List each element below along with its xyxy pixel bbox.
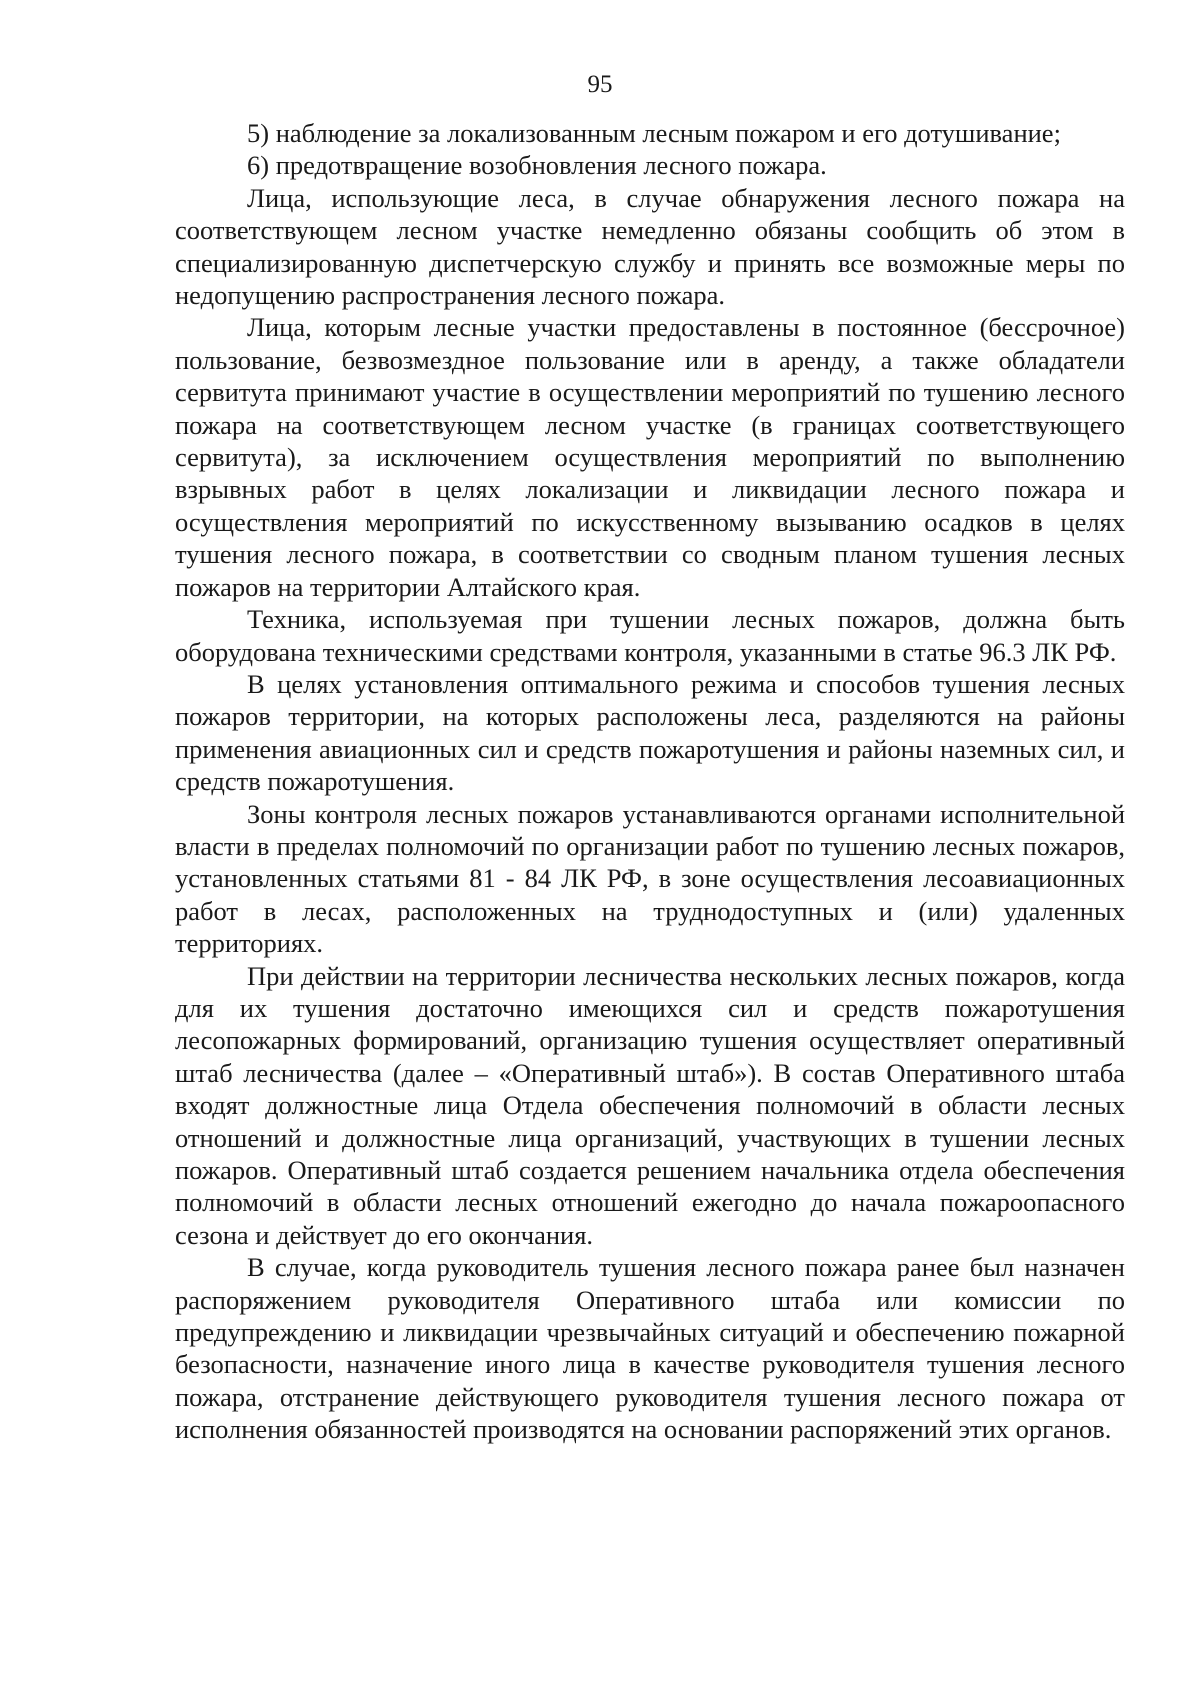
paragraph-operational-headquarters: При действии на территории лесничества нескольких лесных пожаров, когда для их тушения достаточно имеющихся сил и средств пожаротушения лесопожарных формирований, организацию тушения осуществляет оперативный штаб лесничества (далее – «Оперативный штаб»). В состав Оперативного штаба входят должностные лица Отдела обеспечения полномочий в области лесных отношений и должностные лица организаций, участвующих в тушении лесных пожаров. Оперативный штаб создается решением начальника отдела обеспечения полномочий в области лесных отношений ежегодно до начала пожароопасного сезона и действует до его окончания. [175,960,1125,1250]
paragraph-item-6: 6) предотвращение возобновления лесного пожара. [247,150,827,181]
paragraph-fire-manager-appointment: В случае, когда руководитель тушения лесного пожара ранее был назначен распоряжением руководителя Оперативного штаба или комиссии по предупреждению и ликвидации чрезвычайных ситуаций и обеспечению пожарной безопасности, назначение иного лица в качестве руководителя тушения лесного пожара, отстранение действующего руководителя тушения лесного пожара от исполнения обязанностей производятся на основании распоряжений этих органов. [175,1252,1125,1445]
paragraph-leaseholders-participation: Лица, которым лесные участки предоставлены в постоянное (бессрочное) пользование, безвозмездное пользование или в аренду, а также обладатели сервитута принимают участие в осуществлении мероприятий по тушению лесного пожара на соответствующем лесном участке (в границах соответствующего сервитута), за исключением осуществления мероприятий по выполнению взрывных работ в целях локализации и ликвидации лесного пожара и осуществления мероприятий по искусственному вызыванию осадков в целях тушения лесного пожара, в соответствии со сводным планом тушения лесных пожаров на территории Алтайского края. [175,312,1125,602]
page-number: 95 [587,71,613,98]
paragraph-forest-users-duty: Лица, использующие леса, в случае обнаружения лесного пожара на соответствующем лесном участке немедленно обязаны сообщить об этом в специализированную диспетчерскую службу и принять все возможные меры по недопущению распространения лесного пожара. [175,182,1125,311]
paragraph-fire-regions: В целях установления оптимального режима и способов тушения лесных пожаров территории, на которых расположены леса, разделяются на районы применения авиационных сил и средств пожаротушения и районы наземных сил, и средств пожаротушения. [175,668,1125,797]
paragraph-equipment: Техника, используемая при тушении лесных пожаров, должна быть оборудована техническими средствами контроля, указанными в статье 96.3 ЛК РФ. [175,604,1125,667]
paragraph-control-zones: Зоны контроля лесных пожаров устанавливаются органами исполнительной власти в пределах полномочий по организации работ по тушению лесных пожаров, установленных статьями 81 - 84 ЛК РФ, в зоне осуществления лесоавиационных работ в лесах, расположенных на труднодоступных и (или) удаленных территориях. [175,798,1125,959]
paragraph-item-5: 5) наблюдение за локализованным лесным пожаром и его дотушивание; [247,118,1061,148]
body-text [175,117,1125,1446]
